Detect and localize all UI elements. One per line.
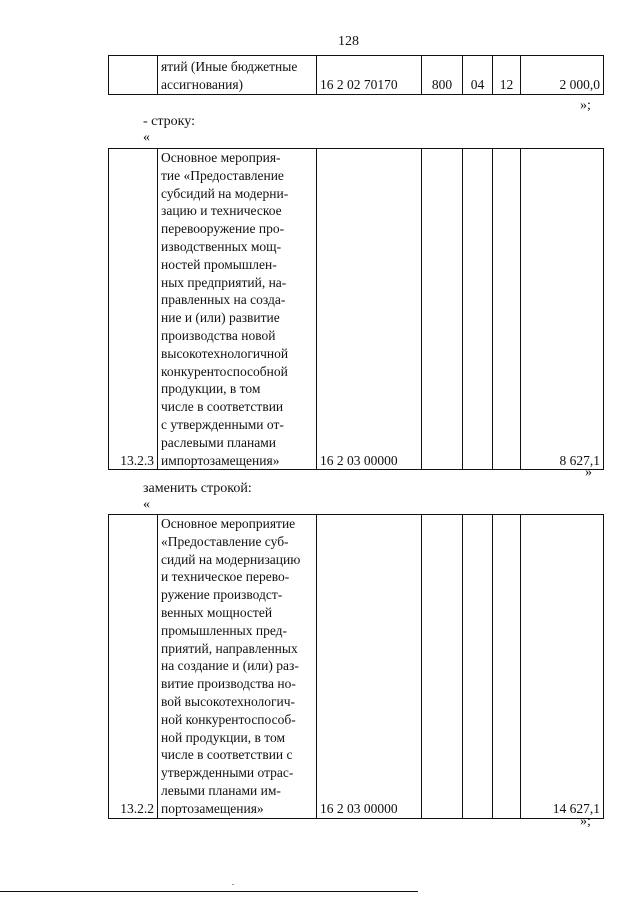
row-code-text: 16 2 03 00000: [320, 800, 398, 816]
table-row: [109, 515, 604, 819]
cell-rz: [463, 149, 493, 470]
page-number: 128: [338, 34, 359, 49]
row-pr-text: 12: [499, 77, 514, 93]
opening-quote-1: «: [143, 130, 150, 145]
cell-num: [109, 149, 158, 470]
cell-pr: [493, 56, 521, 95]
row-sum-text: 8 627,1: [559, 452, 600, 468]
label-row: - строку:: [143, 114, 195, 129]
table-old-row: [108, 148, 604, 470]
row-name-text: Основное мероприя- тие «Предоставление субсидий на модерни- зацию и техническое перевооружение про- изводственных мощ- ностей промышлен- ных предприятий, на- правленных на созда- ние и (или) развитие производства новой высокотехнологичной конкурентоспособной продукции, в том числе в соответствии с утвержденными от- раслевыми планами импортозамещения»: [161, 150, 289, 468]
label-replace: заменить строкой:: [143, 481, 252, 496]
table-row: [109, 56, 604, 95]
cell-rz: [463, 56, 493, 95]
cell-pr: [493, 149, 521, 470]
scan-speck: [232, 884, 234, 885]
opening-quote-2: «: [143, 497, 150, 512]
cell-sum: [521, 149, 604, 470]
closing-quote-2: »: [585, 465, 592, 480]
cell-vr: [422, 515, 463, 819]
cell-name: [158, 56, 317, 95]
cell-num: [109, 515, 158, 819]
cell-pr: [493, 515, 521, 819]
table-new-row: [108, 514, 604, 819]
table-continuation: [108, 55, 604, 95]
row-code-text: 16 2 03 00000: [320, 452, 398, 468]
cell-name: [158, 515, 317, 819]
row-num-text: 13.2.2: [120, 800, 154, 816]
closing-quote-1: »;: [580, 98, 591, 113]
cell-num: [109, 56, 158, 95]
row-code-text: 16 2 02 70170: [320, 77, 398, 93]
cell-vr: [422, 149, 463, 470]
cell-code: [317, 515, 422, 819]
cell-name: [158, 149, 317, 470]
row-rz-text: 04: [470, 77, 485, 93]
closing-quote-3: »;: [580, 814, 591, 829]
cell-code: [317, 56, 422, 95]
row-sum-text: 14 627,1: [552, 800, 600, 816]
cell-sum: [521, 515, 604, 819]
cell-sum: [521, 56, 604, 95]
cell-rz: [463, 515, 493, 819]
row-name-text: Основное мероприятие «Предоставление суб- сидий на модернизацию и техническое перево- ружение производст- венных мощностей промышленных пред- приятий, направленных на создание и (или) раз- витие производства но- вой высокотехнологич- ной конкурентоспособ- ной продукции, в том числе в соответствии с утвержденными отрас- левыми планами им- портозамещения»: [161, 516, 301, 816]
row-sum-text: 2 000,0: [559, 77, 600, 93]
table-row: [109, 149, 604, 470]
row-vr-text: 800: [431, 77, 453, 93]
footer-rule: [0, 891, 418, 892]
cell-vr: [422, 56, 463, 95]
row-num-text: 13.2.3: [120, 452, 154, 468]
row-name-text: ятий (Иные бюджетные ассигнования): [161, 59, 298, 93]
cell-code: [317, 149, 422, 470]
